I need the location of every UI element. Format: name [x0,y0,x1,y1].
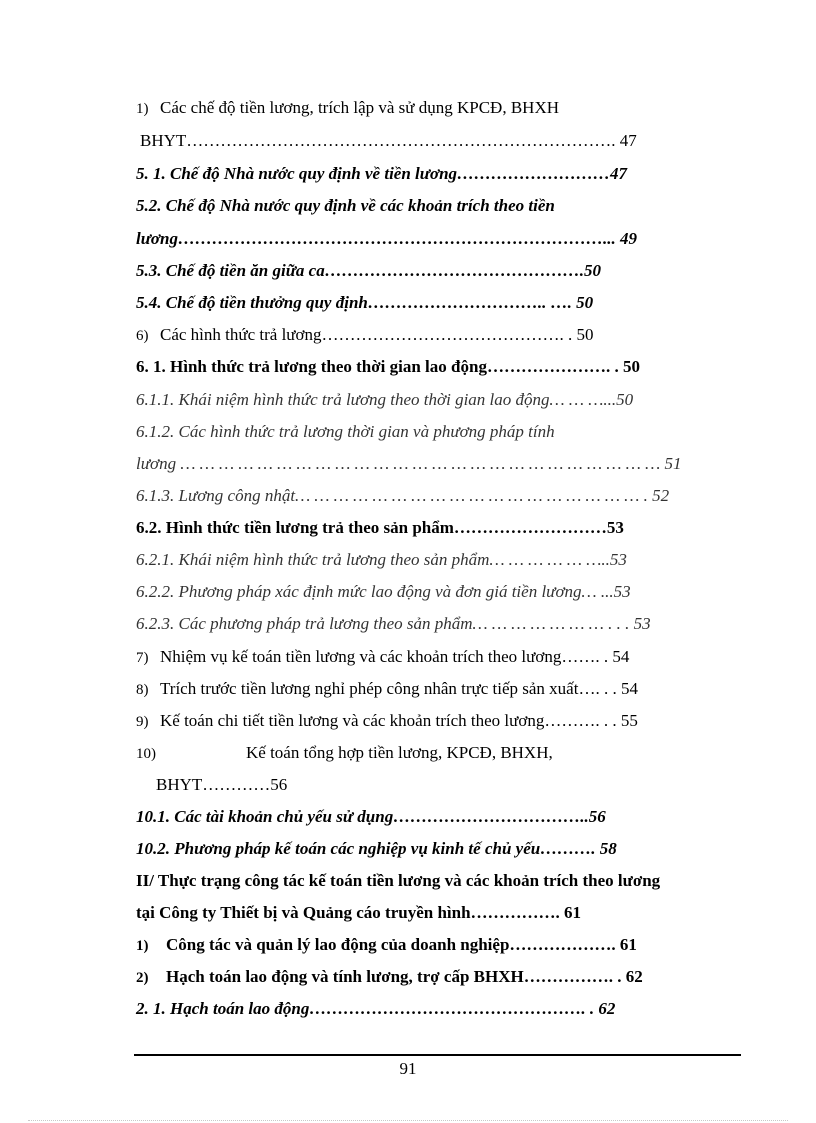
toc-text: Các chế độ tiền lương, trích lập và sử dụng KPCĐ, BHXH [160,98,560,117]
toc-line-22 [156,774,287,796]
page-bottom-divider [28,1120,788,1121]
toc-line-21 [136,742,553,765]
toc-line-11 [136,421,555,443]
toc-line-18 [136,646,629,669]
toc-line-10 [136,389,633,411]
toc-line-19 [136,678,638,701]
toc-line-13 [136,485,669,507]
toc-line-28 [136,966,643,989]
toc-num: 6) [136,328,149,344]
toc-text: lương … … … … … … … … … … … … … … … … … … … … … … … … … 51 [136,454,682,473]
toc-text: 5.4. Chế độ tiền thưởng quy định………………………….. …. 50 [136,293,594,312]
toc-text: Kế toán chi tiết tiền lương và các khoản trích theo lương………. . . 55 [160,711,638,730]
toc-num: 2) [136,970,149,986]
toc-line-1 [136,97,559,120]
toc-text: 6.2.2. Phương pháp xác định mức lao động và đơn giá tiền lương… ...53 [136,582,631,601]
toc-text: Nhiệm vụ kế toán tiền lương và các khoản trích theo lương……. . 54 [160,647,630,666]
toc-line-3 [136,163,627,185]
toc-line-14 [136,517,624,539]
toc-line-29 [136,998,615,1020]
toc-text: 6.1.2. Các hình thức trả lương thời gian và phương pháp tính [136,422,555,441]
toc-line-20 [136,710,638,733]
toc-text: 10.2. Phương pháp kế toán các nghiệp vụ kinh tế chủ yếu………. 58 [136,839,617,858]
toc-text: BHYT…………56 [156,775,288,794]
toc-text: tại Công ty Thiết bị và Quảng cáo truyền hình……………. 61 [136,903,582,922]
footer-rule [134,1054,741,1056]
toc-line-24 [136,838,617,860]
toc-num: 8) [136,682,149,698]
toc-text: Trích trước tiền lương nghỉ phép công nhân trực tiếp sản xuất…. . . 54 [160,679,638,698]
toc-num: 7) [136,650,149,666]
toc-text: 6.1.3. Lương công nhật… … … … … … … … … … … … … … … … … … . 52 [136,486,670,505]
toc-num: 1) [136,938,149,954]
page-number: 91 [399,1059,417,1078]
toc-line-5 [136,228,637,250]
toc-text: II/ Thực trạng công tác kế toán tiền lương và các khoản trích theo lương [136,871,661,890]
toc-text: BHYT…………………………………………………………………. 47 [140,131,637,150]
toc-line-8 [136,324,594,347]
toc-line-6 [136,260,601,282]
toc-text: 6.2.3. Các phương pháp trả lương theo sản phẩm… … … … … … … . . . 53 [136,614,651,633]
toc-line-7 [136,292,593,314]
toc-text: Kế toán tổng hợp tiền lương, KPCĐ, BHXH, [246,743,553,762]
toc-num: 1) [136,101,149,117]
toc-num: 10) [136,746,156,762]
toc-line-16 [136,581,631,603]
toc-line-9 [136,356,640,378]
toc-line-4 [136,195,555,217]
toc-text: 2. 1. Hạch toán lao động…………………………………………. . 62 [136,999,616,1018]
toc-text: 6.2. Hình thức tiền lương trả theo sản phẩm………………………53 [136,518,624,537]
toc-text: 5.2. Chế độ Nhà nước quy định về các khoản trích theo tiền [136,196,555,215]
toc-text: 5.3. Chế độ tiền ăn giữa ca……………………………………….50 [136,261,601,280]
toc-text: Hạch toán lao động và tính lương, trợ cấp BHXH……………. . 62 [166,967,643,986]
toc-text: Công tác và quản lý lao động của doanh nghiệp………………. 61 [166,935,637,954]
toc-line-2 [140,130,637,152]
toc-text: Các hình thức trả lương……………………………………. . 50 [160,325,594,344]
toc-line-26 [136,902,581,924]
toc-text: 6.1.1. Khái niệm hình thức trả lương theo thời gian lao động… … …...50 [136,390,634,409]
toc-line-23 [136,806,606,828]
toc-line-12 [136,453,681,475]
toc-line-25 [136,870,660,892]
toc-line-15 [136,549,627,571]
toc-text: 5. 1. Chế độ Nhà nước quy định về tiền lương………………………47 [136,164,628,183]
toc-num: 9) [136,714,149,730]
toc-text: lương…………………………………………………………………... 49 [136,229,637,248]
toc-line-17 [136,613,651,635]
toc-text: 10.1. Các tài khoản chủ yếu sử dụng……………………………..56 [136,807,606,826]
toc-line-27 [136,934,637,957]
toc-text: 6. 1. Hình thức trả lương theo thời gian lao động…………………. . 50 [136,357,640,376]
toc-text: 6.2.1. Khái niệm hình thức trả lương theo sản phẩm… … … … … …..53 [136,550,627,569]
